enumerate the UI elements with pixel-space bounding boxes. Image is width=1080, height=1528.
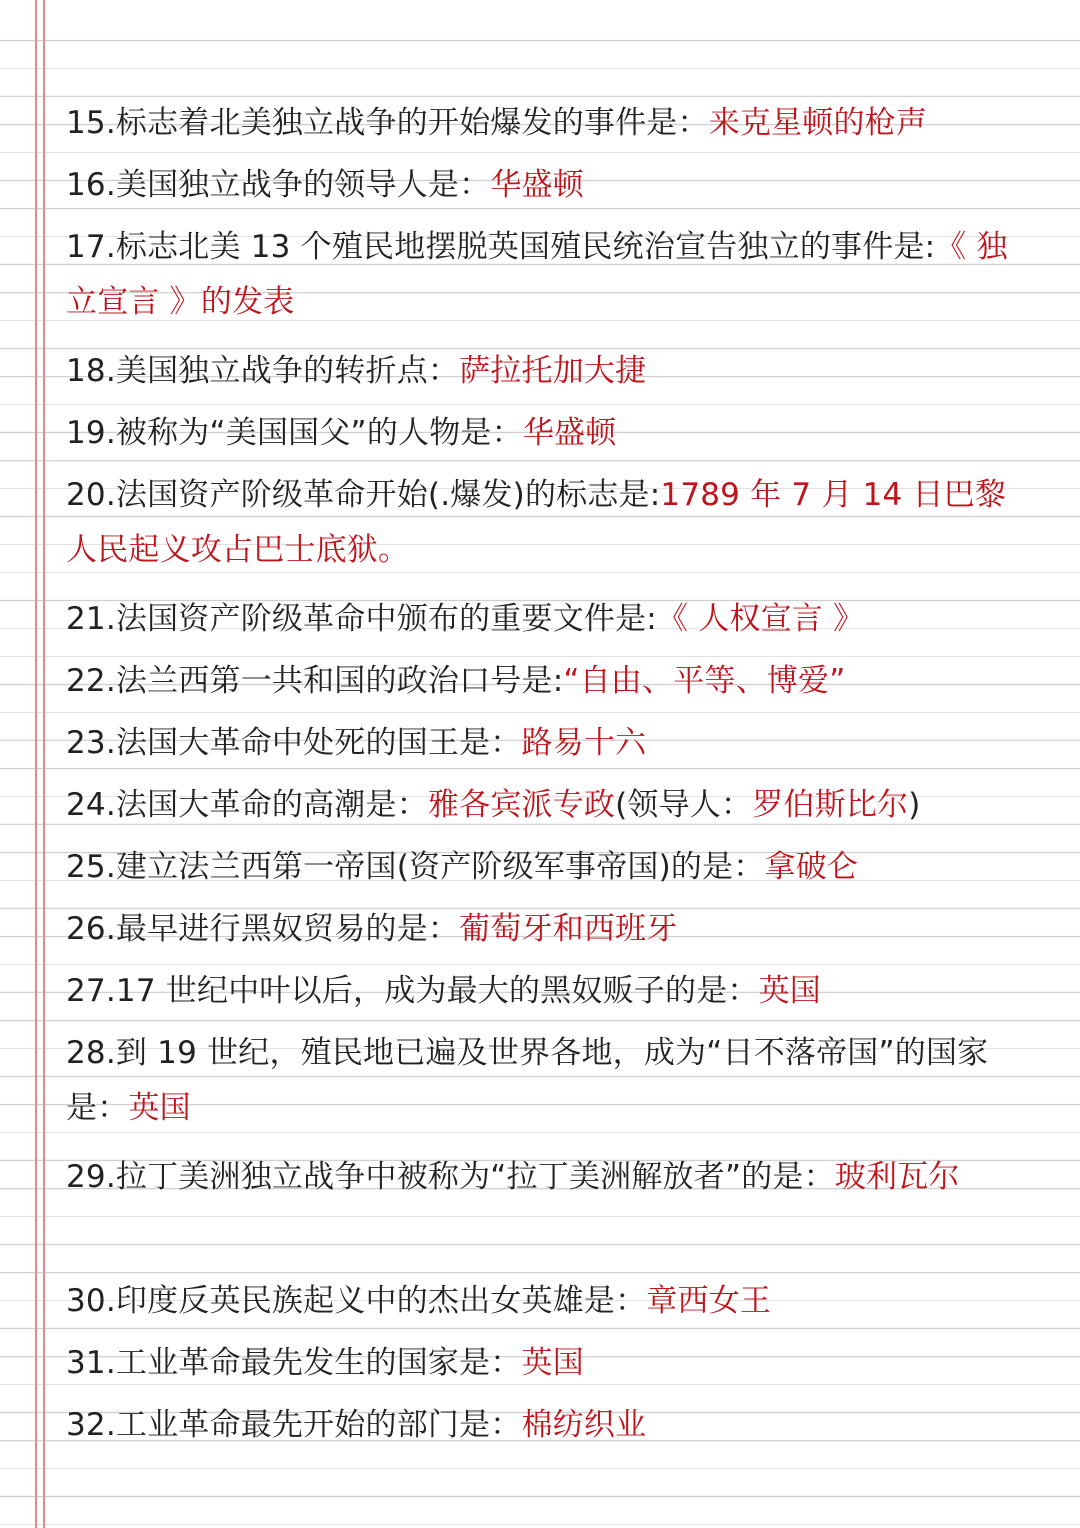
answer-text: 棉纺织业 xyxy=(521,1407,647,1443)
question-text: 20.法国资产阶级革命开始(.爆发)的标志是: xyxy=(66,477,661,513)
note-31 xyxy=(66,1336,1018,1398)
answer-text: 《 人权宣言 》 xyxy=(656,601,865,637)
note-17 xyxy=(66,220,1018,344)
question-text: 19.被称为“美国国父”的人物是： xyxy=(66,415,523,451)
question-text: 16.美国独立战争的领导人是： xyxy=(66,167,491,203)
note-24 xyxy=(66,778,1018,840)
note-19 xyxy=(66,406,1018,468)
answer-text: 英国 xyxy=(758,973,822,1009)
question-text: 24.法国大革命的高潮是： xyxy=(66,787,428,823)
note-29 xyxy=(66,1150,1018,1274)
answer-text: 《 独立宣言 》的发表 xyxy=(66,229,1008,320)
note-28 xyxy=(66,1026,1018,1150)
question-text: 27.17 世纪中叶以后，成为最大的黑奴贩子的是： xyxy=(66,973,759,1009)
answer-text: 英国 xyxy=(521,1345,584,1381)
note-16 xyxy=(66,158,1018,220)
question-text: 31.工业革命最先发生的国家是： xyxy=(66,1345,522,1381)
answer-text: 葡萄牙和西班牙 xyxy=(459,911,678,947)
answer-text: 华盛顿 xyxy=(490,167,584,203)
note-22 xyxy=(66,654,1018,716)
notes-list xyxy=(66,96,1018,1460)
question-text: 26.最早进行黑奴贸易的是： xyxy=(66,911,460,947)
question-text: 21.法国资产阶级革命中颁布的重要文件是: xyxy=(66,601,657,637)
answer-text: 萨拉托加大捷 xyxy=(459,353,647,389)
answer-text: 拿破仑 xyxy=(764,849,859,885)
leader-prefix: (领导人： xyxy=(615,787,753,823)
answer-text: 华盛顿 xyxy=(522,415,617,451)
note-15 xyxy=(66,96,1018,158)
note-26 xyxy=(66,902,1018,964)
answer-text: 玻利瓦尔 xyxy=(834,1159,960,1195)
answer-text: 雅各宾派专政 xyxy=(427,787,616,823)
note-18 xyxy=(66,344,1018,406)
question-text: 30.印度反英民族起义中的杰出女英雄是： xyxy=(66,1283,647,1319)
question-text: 18.美国独立战争的转折点： xyxy=(66,353,460,389)
answer-text: 英国 xyxy=(128,1090,191,1126)
closing-paren: ) xyxy=(908,787,921,823)
margin-line-outer xyxy=(35,0,37,1528)
note-27 xyxy=(66,964,1018,1026)
question-text: 25.建立法兰西第一帝国(资产阶级军事帝国)的是： xyxy=(66,849,765,885)
question-text: 32.工业革命最先开始的部门是： xyxy=(66,1407,522,1443)
answer-text: 来克星顿的枪声 xyxy=(708,105,928,141)
note-25 xyxy=(66,840,1018,902)
question-text: 29.拉丁美洲独立战争中被称为“拉丁美洲解放者”的是： xyxy=(66,1159,835,1195)
question-text: 15.标志着北美独立战争的开始爆发的事件是： xyxy=(66,105,709,141)
answer-text: 1789 年 7 月 14 日巴黎人民起义攻占巴士底狱。 xyxy=(66,477,1007,568)
answer-text: “自由、平等、博爱” xyxy=(563,663,846,699)
question-text: 17.标志北美 13 个殖民地摆脱英国殖民统治宣告独立的事件是: xyxy=(66,229,936,265)
leader-name: 罗伯斯比尔 xyxy=(752,787,909,823)
question-text: 23.法国大革命中处死的国王是： xyxy=(66,725,522,761)
answer-text: 路易十六 xyxy=(521,725,647,761)
question-text: 22.法兰西第一共和国的政治口号是: xyxy=(66,663,564,699)
note-32 xyxy=(66,1398,1018,1460)
note-23 xyxy=(66,716,1018,778)
margin-line-inner xyxy=(43,0,45,1528)
question-text: 28.到 19 世纪，殖民地已遍及世界各地，成为“日不落帝国”的国家是： xyxy=(66,1035,989,1126)
note-21 xyxy=(66,592,1018,654)
note-30 xyxy=(66,1274,1018,1336)
note-20 xyxy=(66,468,1018,592)
answer-text: 章西女王 xyxy=(646,1283,772,1319)
